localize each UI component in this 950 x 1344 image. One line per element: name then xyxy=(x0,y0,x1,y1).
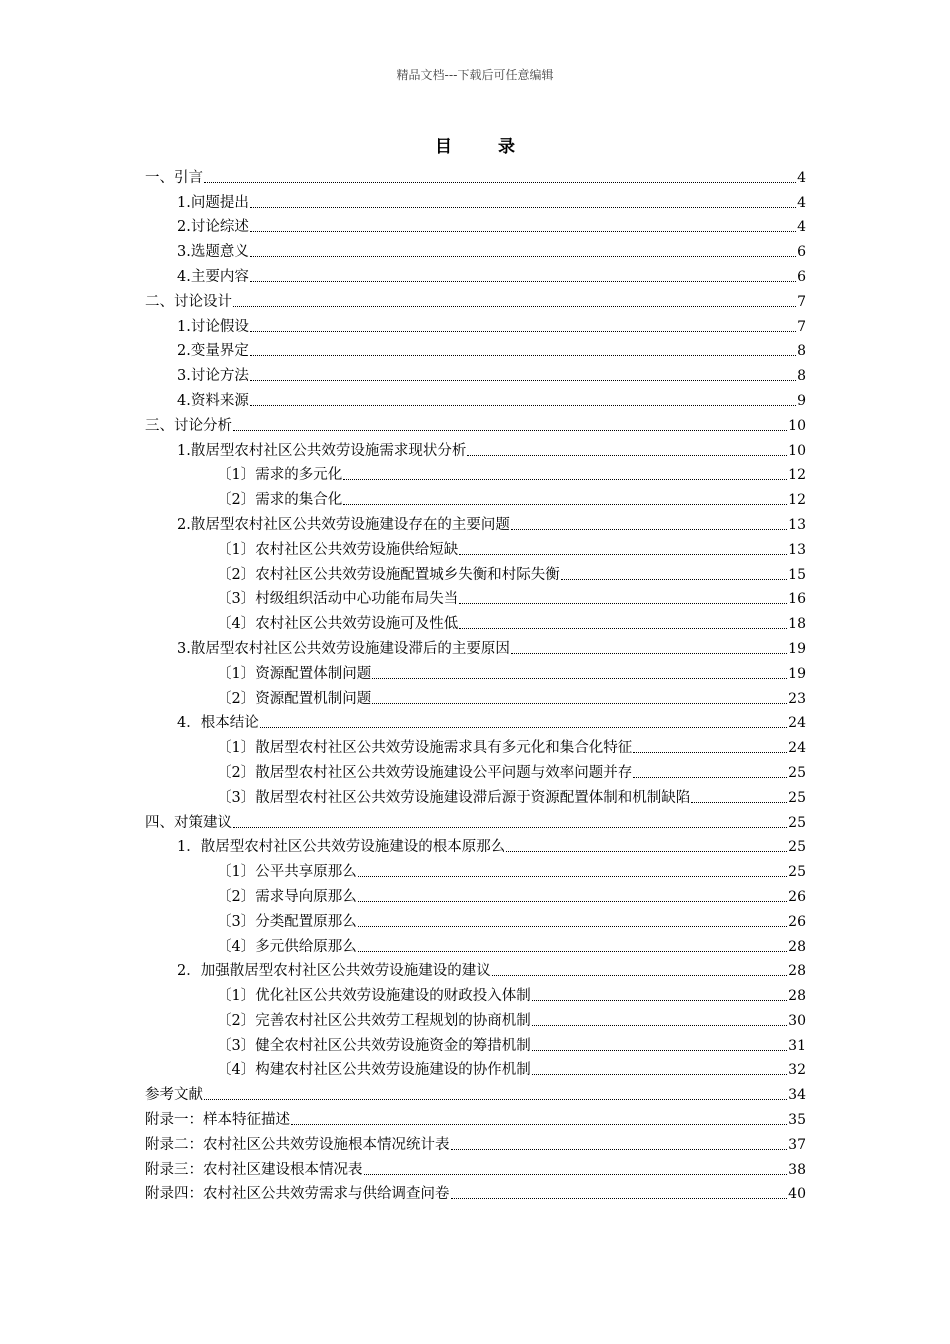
toc-entry-title: 参考文献 xyxy=(145,1087,203,1104)
toc-entry-page-number: 10 xyxy=(788,417,806,434)
toc-dot-leader xyxy=(204,1098,787,1100)
toc-dot-leader xyxy=(358,875,787,877)
toc-dot-leader xyxy=(250,330,796,332)
toc-entry-page-number: 30 xyxy=(788,1012,806,1029)
toc-entry-title: 3.散居型农村社区公共效劳设施建设滞后的主要原因 xyxy=(177,640,510,657)
toc-entry[interactable] xyxy=(145,1079,806,1104)
toc-entry-page-number: 25 xyxy=(788,789,806,806)
toc-entry[interactable] xyxy=(145,460,806,485)
toc-dot-leader xyxy=(358,925,787,927)
toc-entry[interactable] xyxy=(145,906,806,931)
toc-entry-page-number: 28 xyxy=(788,963,806,980)
toc-entry[interactable] xyxy=(145,757,806,782)
toc-entry-title: 附录三：农村社区建设根本情况表 xyxy=(145,1161,363,1178)
toc-entry-page-number: 12 xyxy=(788,467,806,484)
toc-dot-leader xyxy=(459,553,787,555)
toc-entry-page-number: 25 xyxy=(788,764,806,781)
toc-entry[interactable] xyxy=(145,956,806,981)
toc-entry-title: 〔2〕散居型农村社区公共效劳设施建设公平问题与效率问题并存 xyxy=(217,764,633,781)
toc-entry-title: 〔4〕多元供给原那么 xyxy=(217,938,357,955)
toc-entry-title: 〔4〕农村社区公共效劳设施可及性低 xyxy=(217,616,459,633)
toc-entry-title: 4.资料来源 xyxy=(177,392,249,409)
toc-entry[interactable] xyxy=(145,584,806,609)
toc-entry[interactable] xyxy=(145,658,806,683)
toc-entry[interactable] xyxy=(145,360,806,385)
toc-entry-title: 附录二：农村社区公共效劳设施根本情况统计表 xyxy=(145,1136,450,1153)
toc-entry-title: 〔1〕公平共享原那么 xyxy=(217,864,357,881)
toc-dot-leader xyxy=(204,181,796,183)
toc-dot-leader xyxy=(233,429,787,431)
toc-dot-leader xyxy=(250,379,796,381)
toc-entry[interactable] xyxy=(145,832,806,857)
toc-dot-leader xyxy=(691,801,787,803)
toc-dot-leader xyxy=(459,602,787,604)
toc-dot-leader xyxy=(511,652,787,654)
toc-entry-page-number: 24 xyxy=(788,715,806,732)
toc-entry-title: 〔2〕资源配置机制问题 xyxy=(217,690,372,707)
toc-entry-title: 3.讨论方法 xyxy=(177,368,249,385)
toc-entry-title: 附录四：农村社区公共效劳需求与供给调查问卷 xyxy=(145,1186,450,1203)
toc-entry[interactable] xyxy=(145,212,806,237)
toc-entry-title: 三、讨论分析 xyxy=(145,417,232,434)
toc-entry[interactable] xyxy=(145,311,806,336)
toc-entry-title: 1．散居型农村社区公共效劳设施建设的根本原那么 xyxy=(177,839,506,856)
toc-entry-page-number: 31 xyxy=(788,1037,806,1054)
toc-entry-title: 附录一：样本特征描述 xyxy=(145,1112,290,1129)
table-of-contents xyxy=(145,162,806,1203)
toc-entry-page-number: 37 xyxy=(788,1136,806,1153)
toc-dot-leader xyxy=(250,206,796,208)
toc-entry-title: 〔1〕农村社区公共效劳设施供给短缺 xyxy=(217,541,459,558)
page-title: 目 录 xyxy=(435,137,535,157)
toc-entry-page-number: 25 xyxy=(788,864,806,881)
toc-entry[interactable] xyxy=(145,782,806,807)
toc-entry-title: 4.主要内容 xyxy=(177,268,249,285)
toc-entry-page-number: 35 xyxy=(788,1112,806,1129)
toc-dot-leader xyxy=(364,1173,788,1175)
toc-entry-page-number: 19 xyxy=(788,640,806,657)
toc-entry[interactable] xyxy=(145,732,806,757)
toc-dot-leader xyxy=(532,1073,787,1075)
toc-entry-title: 2.变量界定 xyxy=(177,343,249,360)
toc-entry[interactable] xyxy=(145,435,806,460)
toc-entry-page-number: 32 xyxy=(788,1062,806,1079)
toc-entry-title: 〔3〕分类配置原那么 xyxy=(217,913,357,930)
toc-dot-leader xyxy=(250,230,796,232)
toc-entry-title: 〔2〕完善农村社区公共效劳工程规划的协商机制 xyxy=(217,1012,531,1029)
toc-dot-leader xyxy=(343,478,787,480)
toc-entry[interactable] xyxy=(145,1179,806,1204)
toc-entry[interactable] xyxy=(145,1104,806,1129)
toc-entry-title: 3.选题意义 xyxy=(177,244,249,261)
toc-entry-title: 4．根本结论 xyxy=(177,715,259,732)
toc-entry-title: 〔1〕资源配置体制问题 xyxy=(217,665,372,682)
toc-entry[interactable] xyxy=(145,236,806,261)
toc-entry-page-number: 4 xyxy=(797,169,806,186)
toc-entry[interactable] xyxy=(145,807,806,832)
toc-entry[interactable] xyxy=(145,261,806,286)
toc-entry-page-number: 34 xyxy=(788,1087,806,1104)
toc-dot-leader xyxy=(250,354,796,356)
toc-entry[interactable] xyxy=(145,336,806,361)
toc-dot-leader xyxy=(250,255,796,257)
toc-dot-leader xyxy=(358,950,787,952)
toc-entry-page-number: 4 xyxy=(797,194,806,211)
toc-entry-page-number: 38 xyxy=(788,1161,806,1178)
toc-entry-title: 二、讨论设计 xyxy=(145,293,232,310)
toc-entry[interactable] xyxy=(145,633,806,658)
toc-entry[interactable] xyxy=(145,162,806,187)
toc-dot-leader xyxy=(250,404,796,406)
toc-entry-page-number: 16 xyxy=(788,591,806,608)
toc-dot-leader xyxy=(459,627,787,629)
toc-entry[interactable] xyxy=(145,683,806,708)
toc-dot-leader xyxy=(343,503,787,505)
toc-entry-page-number: 23 xyxy=(788,690,806,707)
toc-entry-title: 〔2〕农村社区公共效劳设施配置城乡失衡和村际失衡 xyxy=(217,566,560,583)
toc-dot-leader xyxy=(358,900,787,902)
toc-entry-title: 〔4〕构建农村社区公共效劳设施建设的协作机制 xyxy=(217,1062,531,1079)
toc-entry[interactable] xyxy=(145,856,806,881)
toc-dot-leader xyxy=(532,1024,787,1026)
toc-entry-page-number: 13 xyxy=(788,516,806,533)
toc-entry[interactable] xyxy=(145,559,806,584)
toc-dot-leader xyxy=(250,280,796,282)
toc-entry[interactable] xyxy=(145,187,806,212)
toc-entry-title: 〔2〕需求导向原那么 xyxy=(217,888,357,905)
toc-entry-page-number: 13 xyxy=(788,541,806,558)
toc-entry-page-number: 9 xyxy=(797,392,806,409)
toc-entry[interactable] xyxy=(145,385,806,410)
toc-dot-leader xyxy=(511,528,787,530)
toc-dot-leader xyxy=(561,578,787,580)
toc-entry-page-number: 25 xyxy=(788,839,806,856)
toc-dot-leader xyxy=(633,776,787,778)
toc-entry-title: 〔3〕村级组织活动中心功能布局失当 xyxy=(217,591,459,608)
toc-entry-title: 〔1〕散居型农村社区公共效劳设施需求具有多元化和集合化特征 xyxy=(217,740,633,757)
toc-entry-page-number: 4 xyxy=(797,219,806,236)
toc-entry[interactable] xyxy=(145,484,806,509)
toc-entry-title: 1.问题提出 xyxy=(177,194,249,211)
toc-dot-leader xyxy=(633,751,787,753)
toc-entry-page-number: 7 xyxy=(797,318,806,335)
toc-entry-page-number: 12 xyxy=(788,492,806,509)
toc-entry-page-number: 15 xyxy=(788,566,806,583)
toc-dot-leader xyxy=(467,454,787,456)
toc-dot-leader xyxy=(532,999,787,1001)
toc-entry-page-number: 28 xyxy=(788,938,806,955)
toc-entry[interactable] xyxy=(145,931,806,956)
toc-entry[interactable] xyxy=(145,1129,806,1154)
toc-dot-leader xyxy=(492,974,787,976)
toc-entry[interactable] xyxy=(145,1055,806,1080)
toc-entry-title: 〔3〕散居型农村社区公共效劳设施建设滞后源于资源配置体制和机制缺陷 xyxy=(217,789,691,806)
toc-entry-title: 2.散居型农村社区公共效劳设施建设存在的主要问题 xyxy=(177,516,510,533)
toc-entry-page-number: 19 xyxy=(788,665,806,682)
toc-entry[interactable] xyxy=(145,881,806,906)
toc-entry[interactable] xyxy=(145,980,806,1005)
toc-dot-leader xyxy=(451,1197,788,1199)
page-header: 精品文档---下载后可任意编辑 xyxy=(396,68,554,82)
toc-dot-leader xyxy=(372,677,787,679)
toc-entry-title: 〔3〕健全农村社区公共效劳设施资金的筹措机制 xyxy=(217,1037,531,1054)
toc-entry-page-number: 25 xyxy=(788,814,806,831)
toc-dot-leader xyxy=(260,726,787,728)
toc-entry-title: 〔1〕优化社区公共效劳设施建设的财政投入体制 xyxy=(217,988,531,1005)
toc-entry[interactable] xyxy=(145,1154,806,1179)
toc-entry-title: 1.讨论假设 xyxy=(177,318,249,335)
toc-entry-page-number: 26 xyxy=(788,913,806,930)
toc-dot-leader xyxy=(372,702,787,704)
toc-entry-page-number: 7 xyxy=(797,293,806,310)
toc-entry-title: 2．加强散居型农村社区公共效劳设施建设的建议 xyxy=(177,963,491,980)
toc-dot-leader xyxy=(506,850,787,852)
toc-entry-title: 2.讨论综述 xyxy=(177,219,249,236)
toc-entry-title: 〔1〕需求的多元化 xyxy=(217,467,343,484)
toc-entry-page-number: 26 xyxy=(788,888,806,905)
toc-dot-leader xyxy=(532,1049,787,1051)
toc-entry-page-number: 6 xyxy=(797,244,806,261)
toc-entry[interactable] xyxy=(145,608,806,633)
toc-entry[interactable] xyxy=(145,286,806,311)
toc-entry-page-number: 40 xyxy=(788,1186,806,1203)
toc-entry[interactable] xyxy=(145,1030,806,1055)
toc-dot-leader xyxy=(291,1123,787,1125)
toc-entry-page-number: 6 xyxy=(797,268,806,285)
toc-entry-page-number: 18 xyxy=(788,616,806,633)
toc-entry[interactable] xyxy=(145,509,806,534)
toc-entry-page-number: 28 xyxy=(788,988,806,1005)
toc-entry-title: 1.散居型农村社区公共效劳设施需求现状分析 xyxy=(177,442,467,459)
toc-entry-page-number: 8 xyxy=(797,343,806,360)
toc-entry-title: 四、对策建议 xyxy=(145,814,232,831)
toc-entry[interactable] xyxy=(145,1005,806,1030)
toc-entry[interactable] xyxy=(145,410,806,435)
toc-entry-page-number: 24 xyxy=(788,740,806,757)
toc-entry-title: 一、引言 xyxy=(145,169,203,186)
toc-dot-leader xyxy=(451,1148,788,1150)
toc-dot-leader xyxy=(233,826,787,828)
toc-entry[interactable] xyxy=(145,534,806,559)
toc-entry-page-number: 10 xyxy=(788,442,806,459)
toc-entry[interactable] xyxy=(145,708,806,733)
toc-entry-title: 〔2〕需求的集合化 xyxy=(217,492,343,509)
toc-dot-leader xyxy=(233,305,796,307)
toc-entry-page-number: 8 xyxy=(797,368,806,385)
